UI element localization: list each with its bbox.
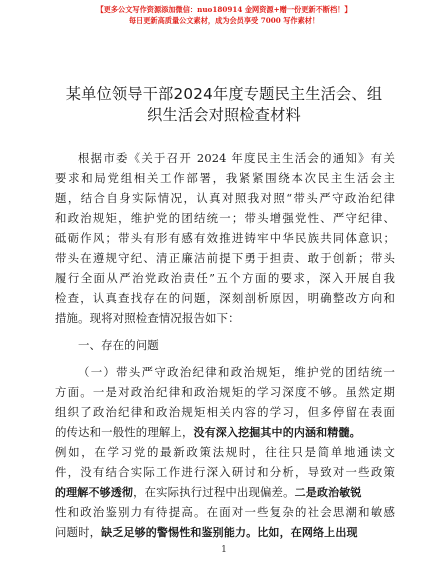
intro-line-3: 题，结合自身实际情况，认真对照我对照“带头严守政治纪律 <box>55 191 395 205</box>
para-line-2: 方面。一是对政治纪律和政治规矩的学习深度不够。虽然定期 <box>55 385 395 399</box>
para-line-4-bold: 没有深入挖掘其中的内涵和精髓。 <box>193 426 361 439</box>
para-line-4 <box>55 425 395 440</box>
para-line-7-bold-a: 的理解不够透彻 <box>55 486 134 499</box>
intro-line-8: 检查，认真查找存在的问题，深刻剖析原因，明确整改方向和 <box>55 291 395 305</box>
intro-line-1: 根据市委《关于召开 2024 年度民主生活会的通知》有关 <box>78 151 395 165</box>
para-line-1: （一）带头严守政治纪律和政治规矩，维护党的团结统一 <box>78 365 395 379</box>
para-line-3: 组织了政治纪律和政治规矩相关内容的学习，但多停留在表面 <box>55 405 395 419</box>
document-title-line-1: 某单位领导干部2024年度专题民主生活会、组 <box>65 85 383 103</box>
section-heading: 一、存在的问题 <box>78 338 159 352</box>
para-line-8: 性和政治鉴别力有待提高。在面对一些复杂的社会思潮和敏感 <box>55 505 395 519</box>
para-line-4-normal: 的传达和一般性的理解上， <box>55 425 194 439</box>
para-line-9-bold: 缺乏足够的警惕性和鉴别能力。比如，在网络上出现 <box>101 526 358 539</box>
para-line-9-normal: 问题时， <box>55 525 102 539</box>
document-title-line-2: 织生活会对照检查材料 <box>147 106 301 124</box>
intro-line-9: 措施。现将对照检查情况报告如下： <box>55 311 240 325</box>
para-line-5: 例如，在学习党的最新政策法规时，往往只是简单地通读文 <box>55 445 395 459</box>
para-line-9 <box>55 525 395 540</box>
promo-banner-line-1: 【更多公文写作资源添加微信：nuo180914 金网资源+赠一份更新不断档！】 <box>96 5 352 14</box>
para-line-7-bold-b: 二是政治敏锐 <box>294 486 362 499</box>
intro-line-6: 带头在遵规守纪、清正廉洁前提下勇于担责、敢于创新；带头 <box>55 251 395 265</box>
para-line-7-normal: ，在实际执行过程中出现偏差。 <box>133 485 295 499</box>
intro-line-2: 要求和局党组相关工作部署，我紧紧围绕本次民主生活会主 <box>55 171 395 185</box>
intro-line-5: 砥砺作风；带头有形有感有效推进铸牢中华民族共同体意识； <box>55 231 395 245</box>
para-line-7 <box>55 485 395 500</box>
page-number: 1 <box>221 545 227 555</box>
intro-line-4: 和政治规矩，维护党的团结统一；带头增强党性、严守纪律、 <box>55 211 395 225</box>
promo-banner-line-2: 每日更新高质量公文素材，成为会员享受 7000 写作素材！ <box>128 16 320 25</box>
intro-line-7: 履行全面从严治党政治责任”五个方面的要求，深入开展自我 <box>55 271 395 285</box>
para-line-6: 件，没有结合实际工作进行深入研讨和分析，导致对一些政策 <box>55 465 395 479</box>
